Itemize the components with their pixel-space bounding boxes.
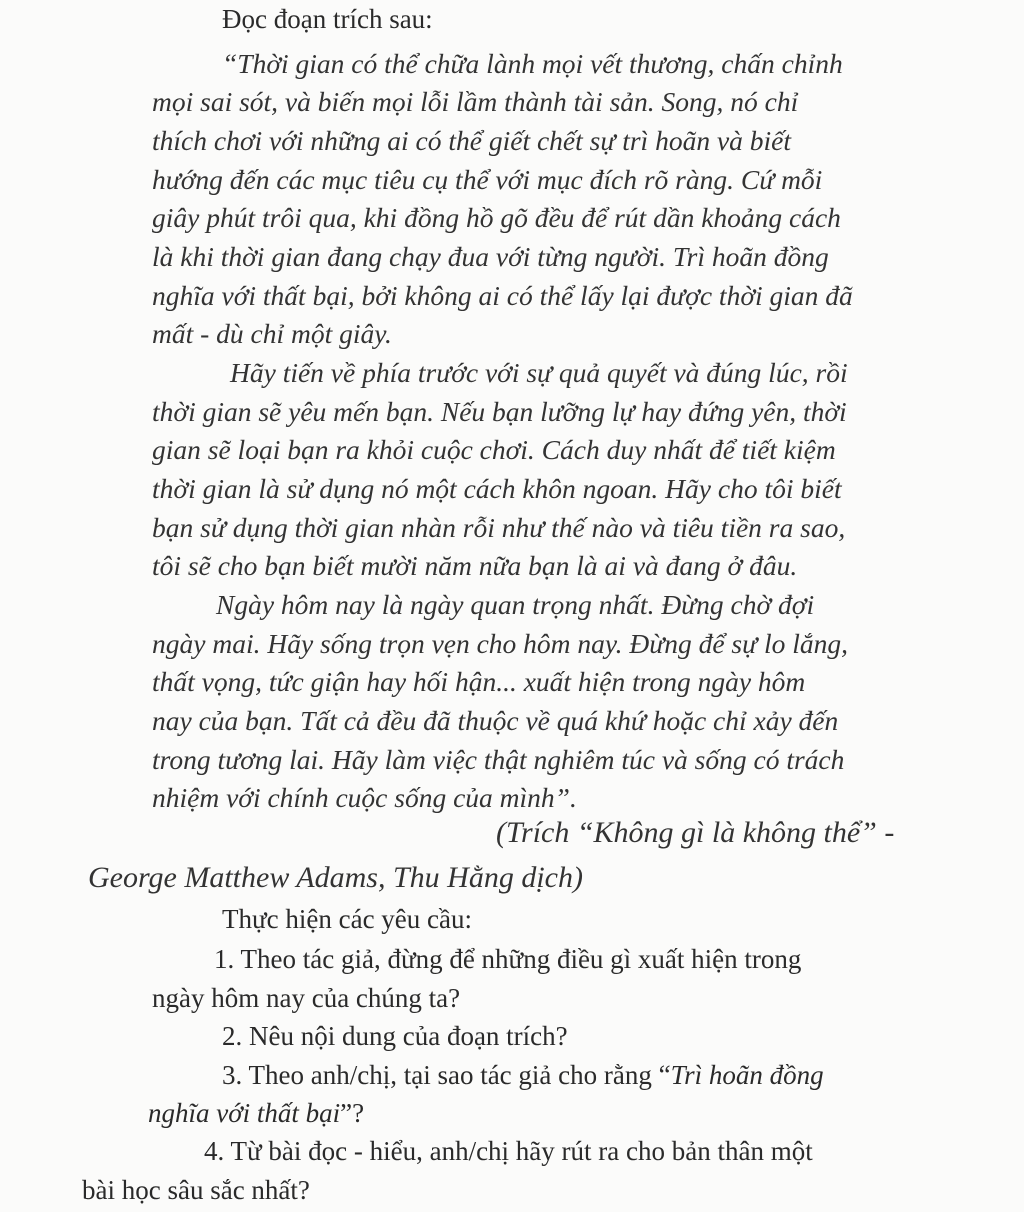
instruction-heading: Đọc đoạn trích sau:	[222, 4, 433, 34]
question-3-text: 3. Theo anh/chị, tại sao tác giả cho rằng “	[222, 1060, 671, 1090]
question-2: 2. Nêu nội dung của đoạn trích?	[222, 1021, 568, 1051]
passage-line: hướng đến các mục tiêu cụ thể với mục đích rõ ràng. Cứ mỗi	[152, 164, 823, 195]
passage-line: thời gian là sử dụng nó một cách khôn ngoan. Hãy cho tôi biết	[152, 473, 842, 504]
passage-line: mất - dù chỉ một giây.	[152, 318, 392, 349]
passage-line: thời gian sẽ yêu mến bạn. Nếu bạn lưỡng lự hay đứng yên, thời	[152, 396, 847, 427]
question-3-quote-end: nghĩa với thất bại	[148, 1098, 341, 1128]
passage-line: ngày mai. Hãy sống trọn vẹn cho hôm nay. Đừng để sự lo lắng,	[152, 628, 849, 659]
passage-line: Hãy tiến về phía trước với sự quả quyết và đúng lúc, rồi	[230, 357, 848, 388]
question-1-line-1: 1. Theo tác giả, đừng để những điều gì xuất hiện trong	[214, 944, 802, 974]
passage-line: thất vọng, tức giận hay hối hận... xuất hiện trong ngày hôm	[152, 666, 806, 697]
passage-line: trong tương lai. Hãy làm việc thật nghiêm túc và sống có trách	[152, 744, 845, 775]
citation-line-1: (Trích “Không gì là không thể” -	[496, 816, 895, 849]
passage-line: nghĩa với thất bại, bởi không ai có thể lấy lại được thời gian đã	[152, 280, 853, 311]
passage-line: Ngày hôm nay là ngày quan trọng nhất. Đừng chờ đợi	[216, 589, 815, 620]
tasks-heading: Thực hiện các yêu cầu:	[222, 904, 473, 934]
passage-line: “Thời gian có thể chữa lành mọi vết thương, chấn chỉnh	[222, 48, 843, 79]
passage-line: mọi sai sót, và biến mọi lỗi lầm thành tài sản. Song, nó chỉ	[152, 86, 799, 117]
question-3-text-end: ”?	[340, 1098, 365, 1128]
passage-line: nay của bạn. Tất cả đều đã thuộc về quá khứ hoặc chỉ xảy đến	[152, 705, 839, 736]
passage-line: nhiệm với chính cuộc sống của mình”.	[152, 782, 577, 813]
question-3-quote: Trì hoãn đồng	[670, 1060, 824, 1090]
passage-line: gian sẽ loại bạn ra khỏi cuộc chơi. Cách duy nhất để tiết kiệm	[152, 434, 836, 465]
question-3-line-2	[148, 1100, 364, 1127]
passage-line: là khi thời gian đang chạy đua với từng người. Trì hoãn đồng	[152, 241, 829, 272]
passage-line: thích chơi với những ai có thể giết chết sự trì hoãn và biết	[152, 125, 792, 156]
citation-line-2: George Matthew Adams, Thu Hằng dịch)	[88, 861, 583, 894]
question-3-line-1	[222, 1062, 824, 1089]
question-4-line-1: 4. Từ bài đọc - hiểu, anh/chị hãy rút ra cho bản thân một	[204, 1136, 813, 1166]
question-1-line-2: ngày hôm nay của chúng ta?	[152, 983, 461, 1013]
passage-line: giây phút trôi qua, khi đồng hồ gõ đều để rút dần khoảng cách	[152, 202, 841, 233]
passage-line: tôi sẽ cho bạn biết mười năm nữa bạn là ai và đang ở đâu.	[152, 550, 798, 581]
question-4-line-2: bài học sâu sắc nhất?	[82, 1175, 310, 1205]
passage-line: bạn sử dụng thời gian nhàn rỗi như thế nào và tiêu tiền ra sao,	[152, 512, 846, 543]
